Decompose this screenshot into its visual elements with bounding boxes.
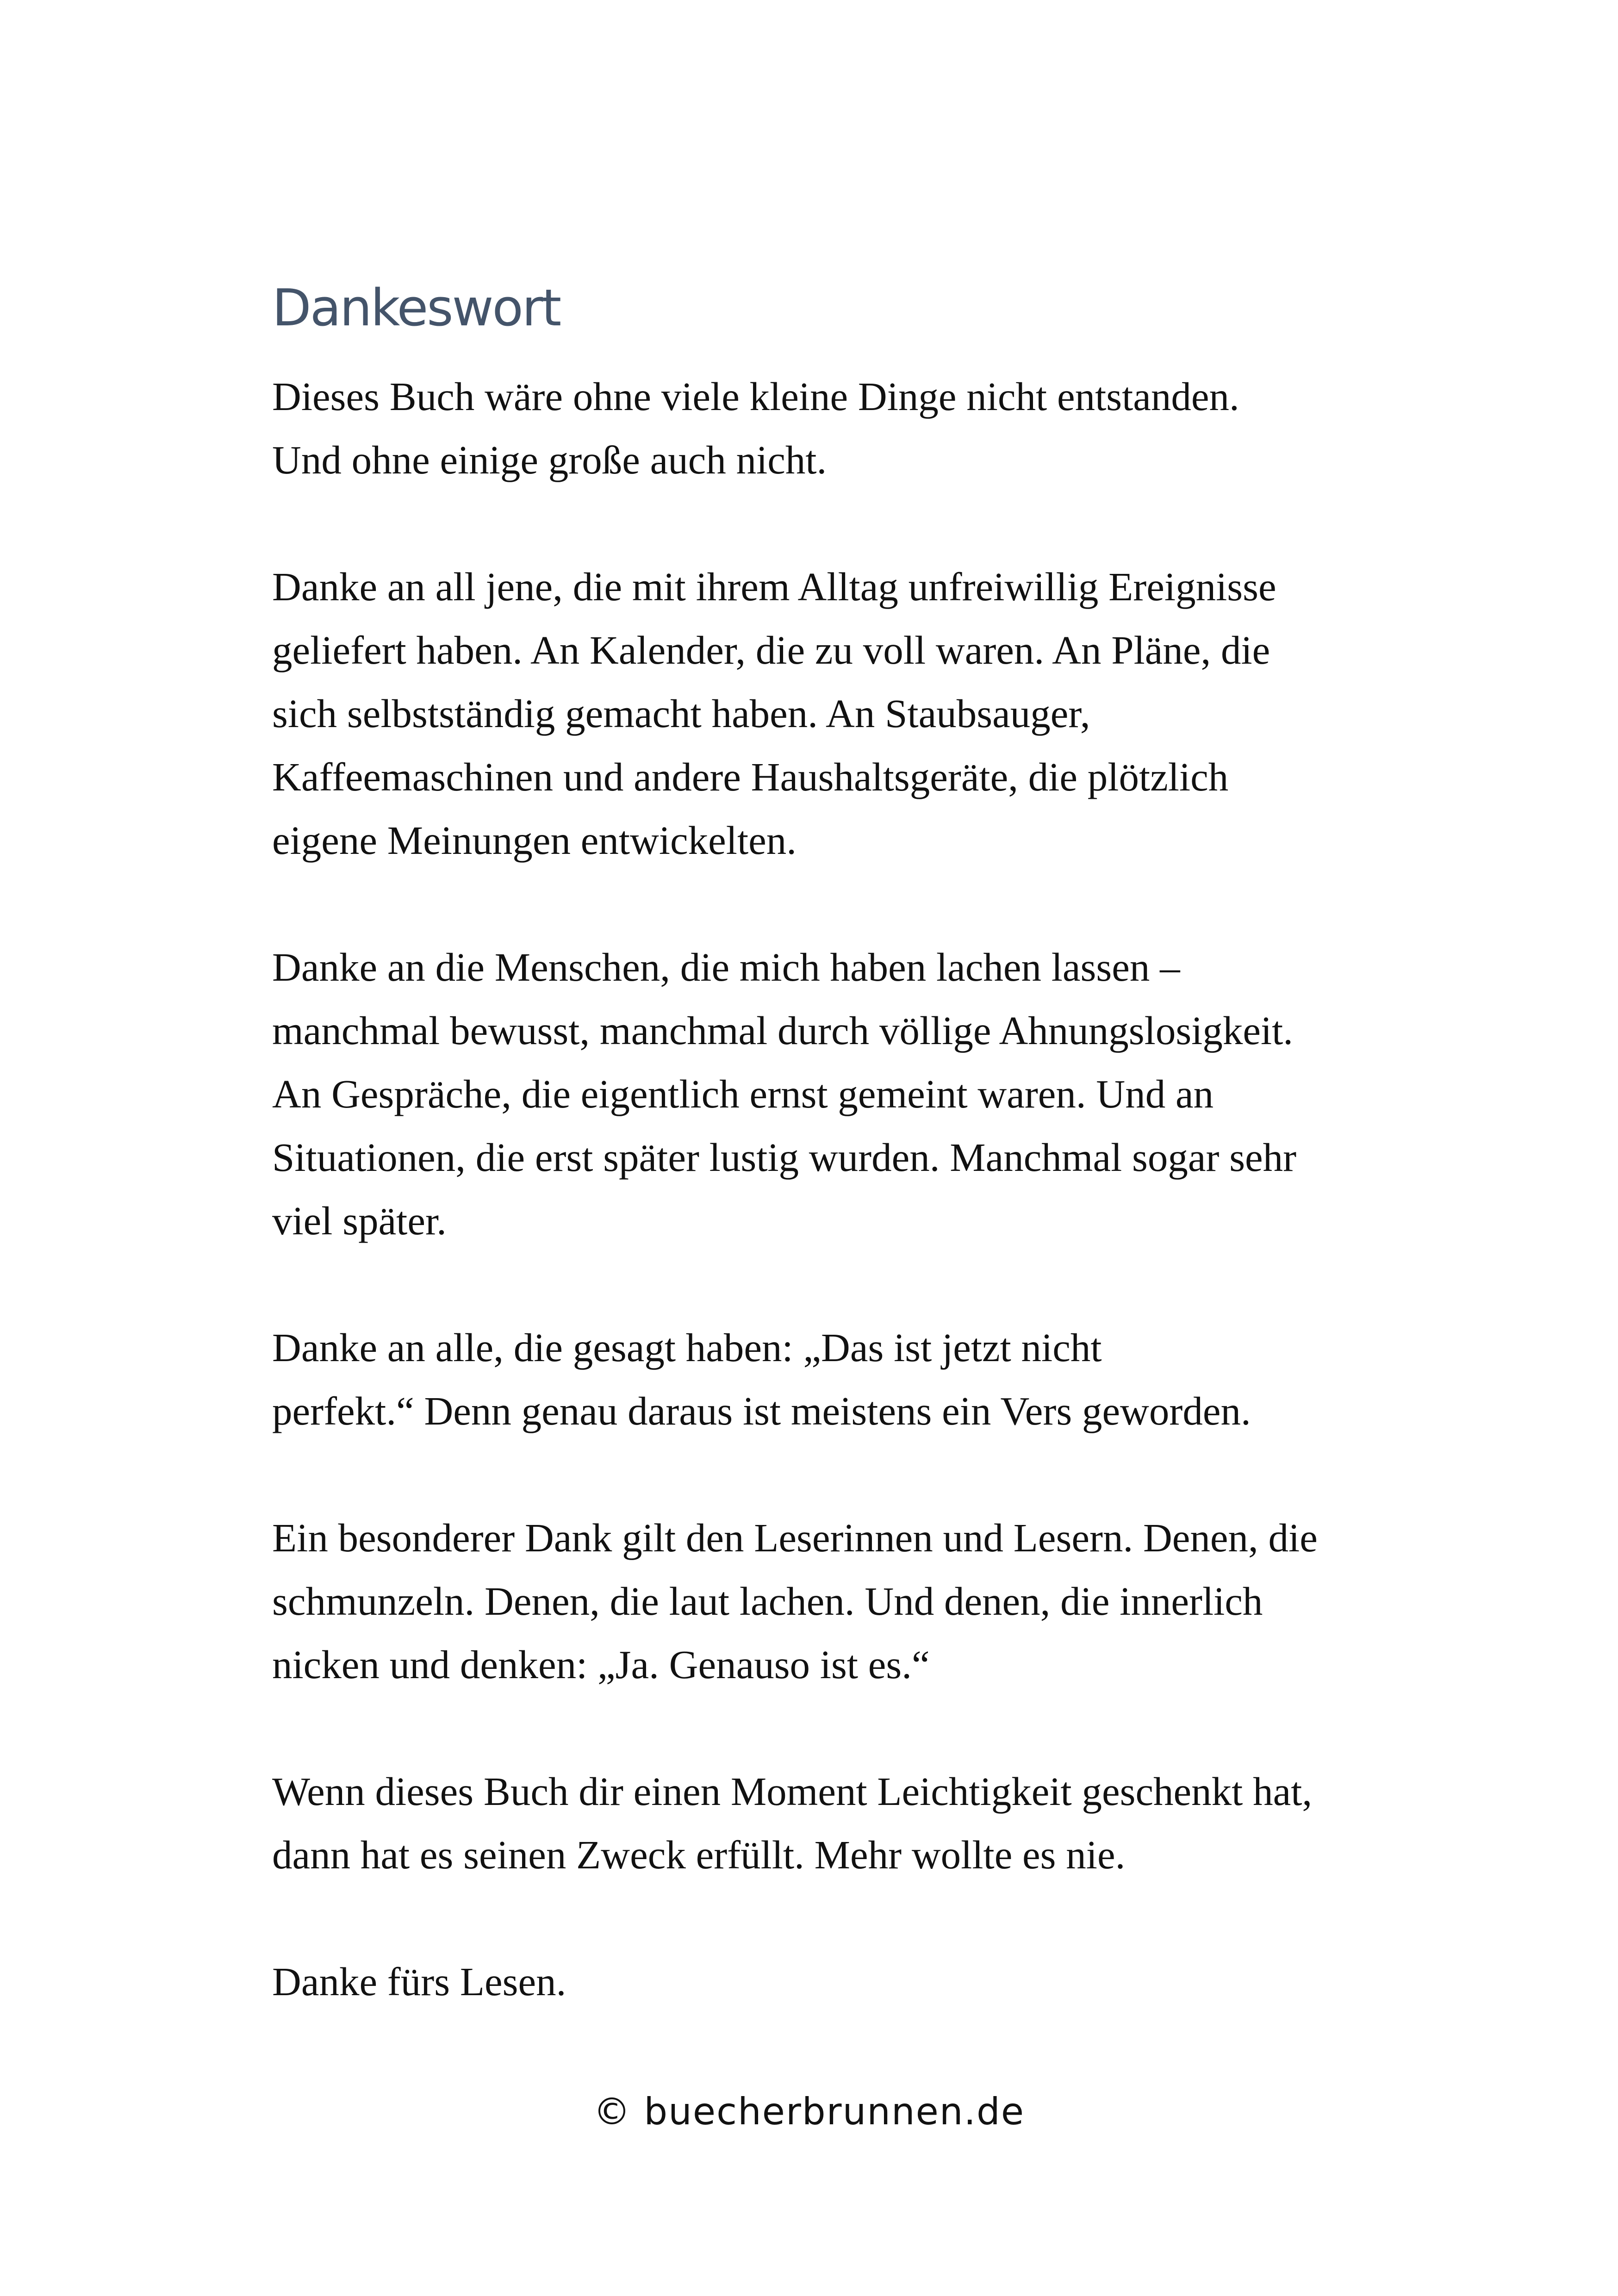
text-line: Ein besonderer Dank gilt den Leserinnen und Lesern. Denen, die xyxy=(272,1515,1318,1560)
page-title: Dankeswort xyxy=(272,278,560,337)
paragraph xyxy=(272,555,1383,872)
text-line: schmunzeln. Denen, die laut lachen. Und denen, die innerlich xyxy=(272,1579,1263,1624)
text-line: Dieses Buch wäre ohne viele kleine Dinge nicht entstanden. xyxy=(272,374,1239,419)
text-line: An Gespräche, die eigentlich ernst gemeint waren. Und an xyxy=(272,1071,1214,1116)
text-line: sich selbstständig gemacht haben. An Staubsauger, xyxy=(272,691,1090,736)
text-line: geliefert haben. An Kalender, die zu voll waren. An Pläne, die xyxy=(272,628,1270,672)
text-line: manchmal bewusst, manchmal durch völlige Ahnungslosigkeit. xyxy=(272,1008,1294,1053)
text-line: perfekt.“ Denn genau daraus ist meistens ein Vers geworden. xyxy=(272,1388,1251,1433)
paragraph xyxy=(272,1316,1383,1443)
footer-copyright: © buecherbrunnen.de xyxy=(593,2090,1025,2133)
paragraph xyxy=(272,1760,1383,1886)
paragraph xyxy=(272,1506,1383,1696)
text-line: eigene Meinungen entwickelten. xyxy=(272,818,797,863)
text-line: Situationen, die erst später lustig wurden. Manchmal sogar sehr xyxy=(272,1135,1297,1180)
text-line: Danke an die Menschen, die mich haben lachen lassen – xyxy=(272,945,1180,989)
text-line: Danke an alle, die gesagt haben: „Das ist jetzt nicht xyxy=(272,1325,1102,1370)
text-line: dann hat es seinen Zweck erfüllt. Mehr wollte es nie. xyxy=(272,1832,1126,1877)
body-text xyxy=(272,365,1383,2077)
text-line: viel später. xyxy=(272,1198,447,1243)
paragraph xyxy=(272,365,1383,492)
text-line: Kaffeemaschinen und andere Haushaltsgeräte, die plötzlich xyxy=(272,754,1229,799)
text-line: Danke fürs Lesen. xyxy=(272,1959,566,2004)
paragraph xyxy=(272,935,1383,1252)
paragraph xyxy=(272,1950,1383,2013)
text-line: Wenn dieses Buch dir einen Moment Leichtigkeit geschenkt hat, xyxy=(272,1769,1313,1814)
text-line: Danke an all jene, die mit ihrem Alltag unfreiwillig Ereignisse xyxy=(272,564,1276,609)
text-line: nicken und denken: „Ja. Genauso ist es.“ xyxy=(272,1642,930,1687)
text-line: Und ohne einige große auch nicht. xyxy=(272,437,827,482)
